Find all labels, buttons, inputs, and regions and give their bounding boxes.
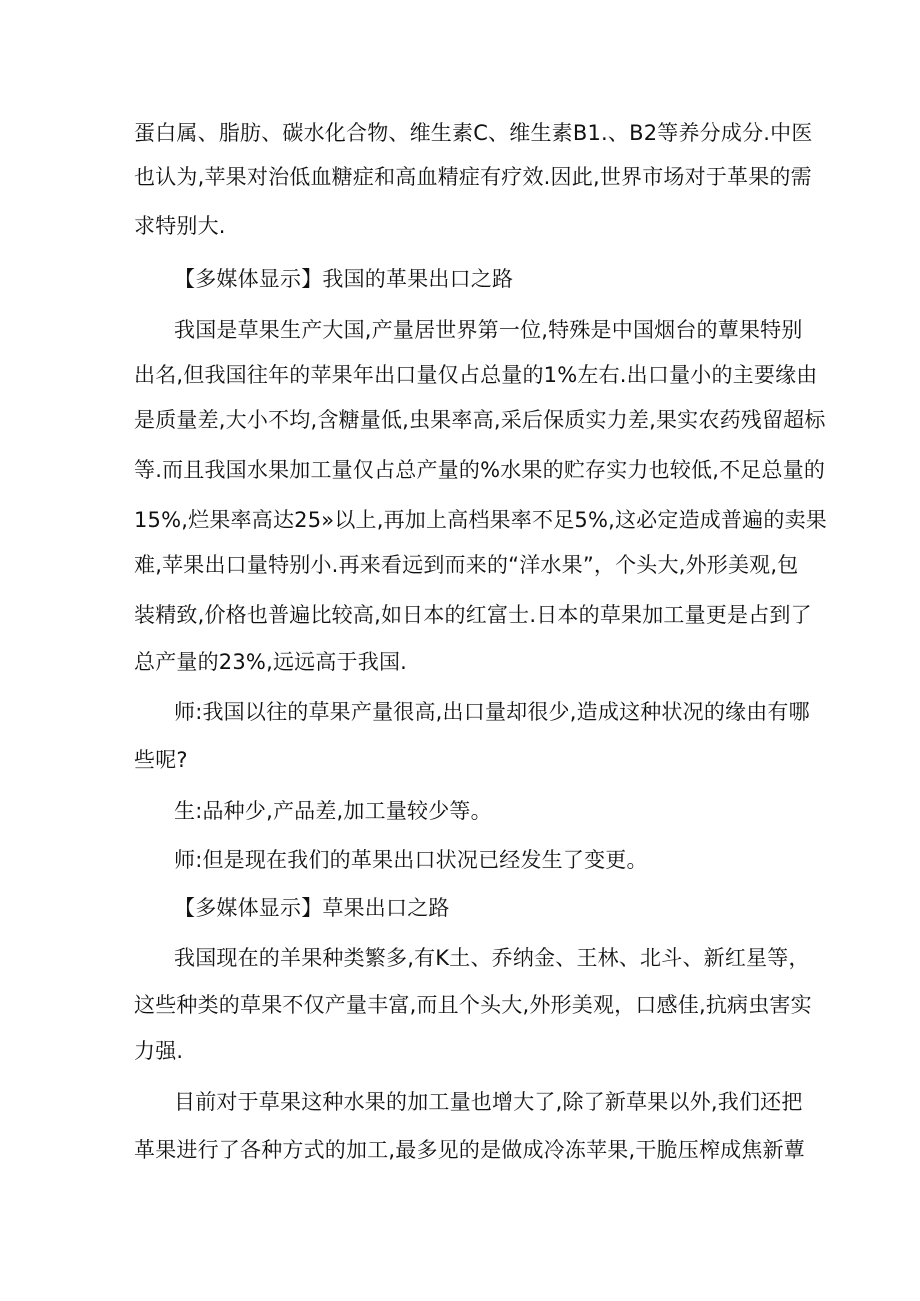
text-line: 这些种类的草果不仅产量丰富,而且个头大,外形美观，口感佳,抗病虫害实 [134,993,812,1017]
text-line: 15%,烂果率高达25»以上,再加上高档果率不足5%,这必定造成普遍的卖果 [134,508,827,532]
text-line: 求特别大. [134,214,226,238]
text-line: 总产量的23%,远远高于我国. [134,650,408,674]
text-line: 等.而且我国水果加工量仅占总产量的%水果的贮存实力也较低,不足总量的 [134,458,826,482]
text-line: 也认为,苹果对治低血糖症和高血精症有疗效.因此,世界市场对于革果的需 [134,165,812,189]
section-heading: 【多媒体显示】我国的革果出口之路 [174,267,514,291]
text-line: 我国现在的羊果种类繁多,有K土、乔纳金、王林、北斗、新红星等， [174,946,810,970]
text-line: 难,苹果出口量特别小.再来看远到而来的“洋水果”，个头大,外形美观,包 [134,553,799,577]
text-line: 装精致,价格也普遍比较高,如日本的红富士.日本的草果加工量更是占到了 [134,603,812,627]
text-line: 我国是草果生产大国,产量居世界第一位,特殊是中国烟台的蕈果特别 [174,318,803,342]
dialogue-line: 生:品种少,产品差,加工量较少等。 [174,799,492,823]
text-line: 目前对于草果这种水果的加工量也增大了,除了新草果以外,我们还把 [174,1090,803,1114]
dialogue-line: 些呢? [134,748,188,772]
dialogue-line: 师:我国以往的草果产量很高,出口量却很少,造成这种状况的缘由有哪 [174,700,810,724]
text-line: 力强. [134,1039,184,1063]
dialogue-line: 师:但是现在我们的革果出口状况已经发生了变更。 [174,848,648,872]
section-heading: 【多媒体显示】草果出口之路 [174,896,450,920]
text-line: 革果进行了各种方式的加工,最多见的是做成冷冻苹果,干脆压榨成焦新蕈 [134,1138,805,1162]
text-line: 出名,但我国往年的苹果年出口量仅占总量的1%左右.出口量小的主要缘由 [134,363,818,387]
text-line: 蛋白属、脂肪、碳水化合物、维生素C、维生素B1.、B2等养分成分.中医 [134,121,813,145]
text-line: 是质量差,大小不均,含糖量低,虫果率高,采后保质实力差,果实农药残留超标 [134,408,826,432]
